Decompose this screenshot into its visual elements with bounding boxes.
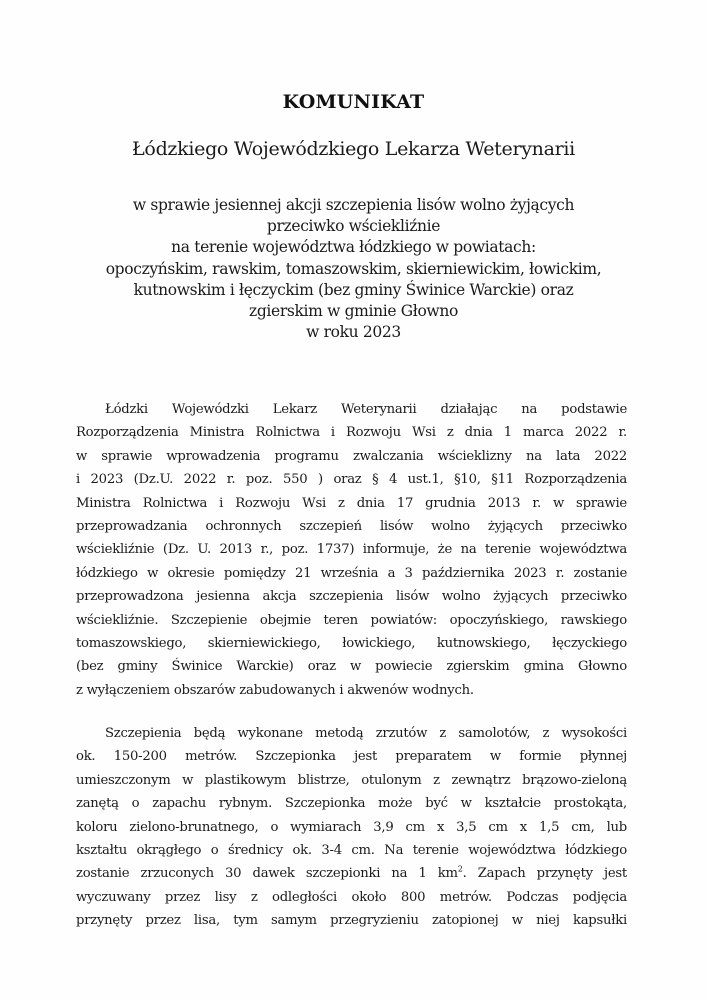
superscript: 2 [457,864,463,874]
heading-line: w sprawie jesiennej akcji szczepienia lisów wolno żyjących [132,196,575,214]
text-line: i 2023 (Dz.U. 2022 r. poz. 550 ) oraz § 4 ust.1, §10, §11 Rozporządzenia [76,472,627,488]
document-subtitle: Łódzkiego Wojewódzkiego Lekarza Weterynarii [132,138,575,160]
document-heading [60,195,647,343]
text-line: wściekliźnie (Dz. U. 2013 r., poz. 1737) informuje, że na terenie województwa [76,542,627,558]
text-segment: zostanie zrzuconych 30 dawek szczepionki na 1 km [76,866,458,882]
text-line [76,862,627,885]
paragraph-vaccination-method [76,722,627,933]
text-line: w sprawie wprowadzenia programu zwalczania wścieklizny na lata 2022 [76,448,627,464]
heading-line: kutnowskim i łęczyckim (bez gminy Świnice Warckie) oraz [133,280,574,299]
text-line: przynęty przez lisa, tym samym przegryzieniu zatopionej w niej kapsułki [76,913,627,929]
heading-line: zgierskim w gminie Głowno [249,302,458,321]
heading-line: opoczyńskim, rawskim, tomaszowskim, skierniewickim, łowickim, [105,259,602,278]
text-line: Ministra Rolnictwa i Rozwoju Wsi z dnia 17 grudnia 2013 r. w sprawie [76,495,627,511]
text-line: zanętą o zapachu rybnym. Szczepionka może być w kształcie prostokąta, [76,796,627,812]
text-line: wyczuwany przez lisy z odległości około 800 metrów. Podczas podjęcia [76,889,627,905]
text-line: wściekliźnie. Szczepienie obejmie teren powiatów: opoczyńskiego, rawskiego [76,612,627,628]
heading-line: w roku 2023 [306,323,401,342]
text-line: przeprowadzania ochronnych szczepień lisów wolno żyjących przeciwko [76,518,627,534]
paragraph-legal-basis [76,398,627,702]
heading-line: na terenie województwa łódzkiego w powiatach: [171,238,536,257]
text-line: (bez gminy Świnice Warckie) oraz w powiecie zgierskim gmina Głowno [76,659,627,675]
text-line: Rozporządzenia Ministra Rolnictwa i Rozwoju Wsi z dnia 1 marca 2022 r. [76,425,627,441]
heading-line: przeciwko wściekliźnie [266,217,441,236]
text-line: Szczepienia będą wykonane metodą zrzutów z samolotów, z wysokości [105,726,627,741]
text-line: tomaszowskiego, skierniewickiego, łowickiego, kutnowskiego, łęczyckiego [76,635,627,651]
text-line: przeprowadzona jesienna akcja szczepienia lisów wolno żyjących przeciwko [76,589,627,605]
text-segment: . Zapach przynęty jest [462,866,627,882]
document-title: KOMUNIKAT [282,91,425,113]
text-line: koloru zielono-brunatnego, o wymiarach 3,9 cm x 3,5 cm x 1,5 cm, lub [76,819,627,835]
text-line: umieszczonym w plastikowym blistrze, otulonym z zewnątrz brązowo-zieloną [76,772,627,788]
text-line: kształtu okrągłego o średnicy ok. 3-4 cm. Na terenie województwa łódzkiego [76,842,627,858]
text-line: łódzkiego w okresie pomiędzy 21 września a 3 października 2023 r. zostanie [76,565,627,581]
text-line: ok. 150-200 metrów. Szczepionka jest preparatem w formie płynnej [76,749,627,765]
text-line: z wyłączeniem obszarów zabudowanych i akwenów wodnych. [76,682,474,698]
text-line: Łódzki Wojewódzki Lekarz Weterynarii działając na podstawie [105,402,627,417]
